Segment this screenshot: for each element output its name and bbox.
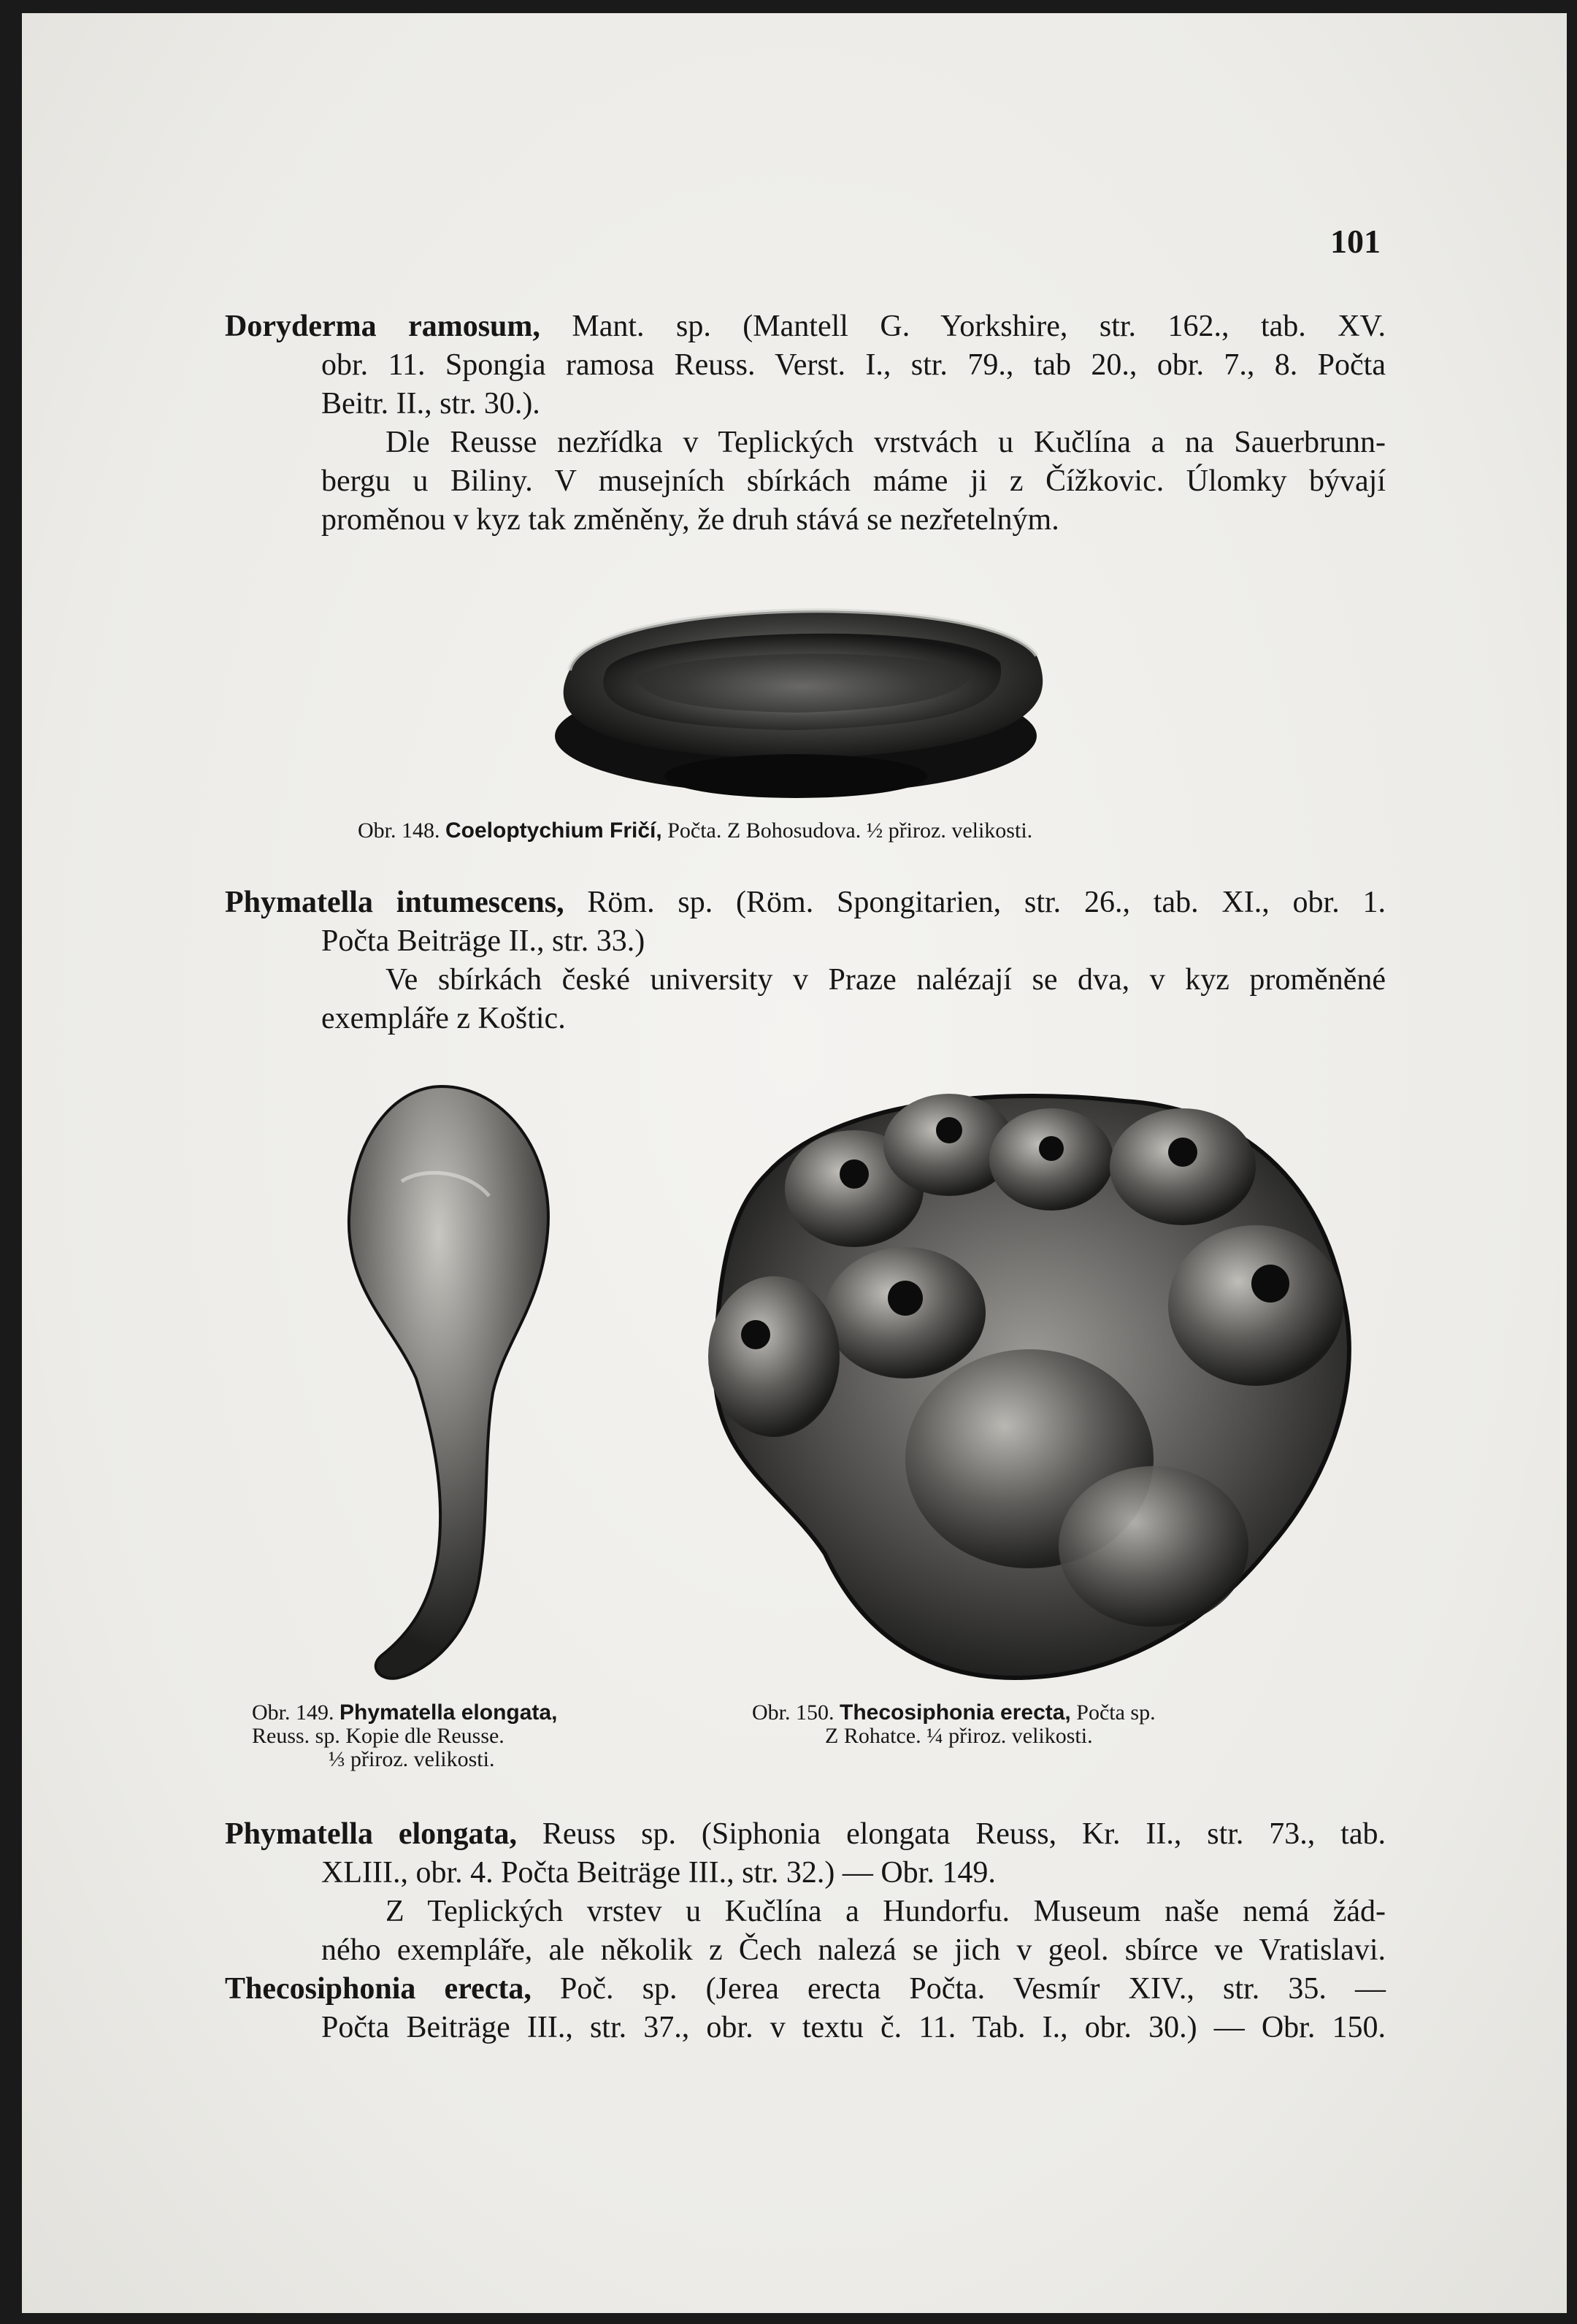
species-heading: Thecosiphonia erecta, (225, 1972, 532, 2006)
entry-line: Thecosiphonia erecta, Poč. sp. (Jerea erecta Počta. Vesmír XIV., str. 35. — (225, 1972, 1386, 2006)
species-heading: Doryderma ramosum, (225, 310, 540, 343)
entry-line: bergu u Biliny. V musejních sbírkách máme ji z Čížkovic. Úlomky bývají (321, 464, 1386, 498)
figure-species-name: Phymatella elongata, (339, 1700, 558, 1725)
page-number: 101 (1330, 223, 1381, 260)
entry-line: proměnou v kyz tak změněny, že druh stává se nezřetelným. (321, 503, 1059, 537)
figure-148-caption: Obr. 148. Coeloptychium Fričí, Počta. Z Bohosudova. ½ přiroz. velikosti. (358, 818, 1033, 843)
figure-number: Obr. 149. (252, 1700, 334, 1725)
entry-phymatella-elongata (225, 1815, 1386, 1970)
entry-phymatella-intumescens (225, 883, 1386, 1038)
entry-line: Beitr. II., str. 30.). (321, 387, 540, 421)
entry-line: Dle Reusse nezřídka v Teplických vrstvách u Kučlína a na Sauerbrunn- (385, 426, 1386, 459)
entry-doryderma-ramosum (225, 307, 1386, 540)
entry-line: XLIII., obr. 4. Počta Beiträge III., str. 32.) — Obr. 149. (321, 1856, 996, 1890)
entry-line: Počta Beiträge III., str. 37., obr. v textu č. 11. Tab. I., obr. 30.) — Obr. 150. (321, 2011, 1386, 2044)
book-page (22, 13, 1567, 2313)
figure-number: Obr. 150. (752, 1700, 834, 1725)
coeloptychium-fossil-illustration (526, 568, 1066, 816)
entry-line: ného exempláře, ale několik z Čech nalezá se jich v geol. sbírce ve Vratislavi. (321, 1933, 1386, 1967)
species-heading: Phymatella intumescens, (225, 886, 564, 919)
entry-thecosiphonia-erecta (225, 1970, 1386, 2047)
species-heading: Phymatella elongata, (225, 1817, 518, 1851)
figure-150-caption: Obr. 150. Thecosiphonia erecta, Počta sp. Z Rohatce. ¼ přiroz. velikosti. (752, 1700, 1156, 1748)
figure-number: Obr. 148. (358, 818, 440, 843)
figure-species-name: Thecosiphonia erecta, (840, 1700, 1071, 1725)
entry-line: Phymatella intumescens, Röm. sp. (Röm. Spongitarien, str. 26., tab. XI., obr. 1. (225, 886, 1386, 919)
entry-line: Doryderma ramosum, Mant. sp. (Mantell G. Yorkshire, str. 162., tab. XV. (225, 310, 1386, 343)
figure-species-name: Coeloptychium Fričí, (445, 818, 662, 843)
thecosiphonia-erecta-fossil-illustration (686, 1079, 1373, 1692)
entry-line: Ve sbírkách české university v Praze nalézají se dva, v kyz proměněné (385, 963, 1386, 997)
entry-line: Z Teplických vrstev u Kučlína a Hundorfu. Museum naše nemá žád- (385, 1895, 1386, 1928)
entry-line: Počta Beiträge II., str. 33.) (321, 924, 645, 958)
figure-149-caption: Obr. 149. Phymatella elongata, Reuss. sp. Kopie dle Reusse. ⅓ přiroz. velikosti. (252, 1700, 558, 1771)
entry-line: obr. 11. Spongia ramosa Reuss. Verst. I., str. 79., tab 20., obr. 7., 8. Počta (321, 348, 1386, 382)
entry-line: exempláře z Koštic. (321, 1002, 566, 1035)
phymatella-elongata-fossil-illustration (314, 1072, 577, 1692)
entry-line: Phymatella elongata, Reuss sp. (Siphonia elongata Reuss, Kr. II., str. 73., tab. (225, 1817, 1386, 1851)
